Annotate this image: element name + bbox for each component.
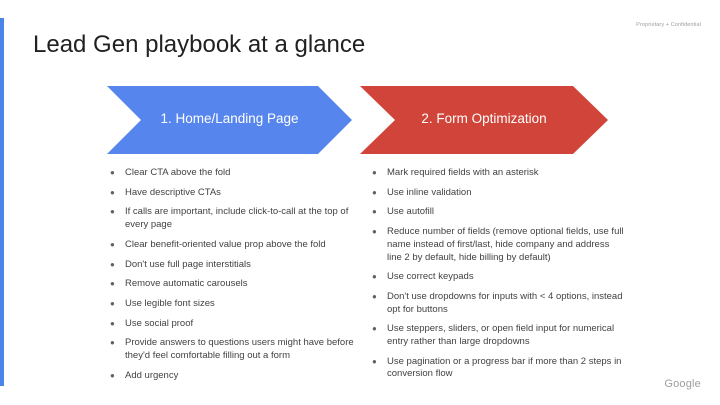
list-item: ● Use pagination or a progress bar if more than 2 steps in conversion flow: [372, 355, 622, 380]
confidential-label: Proprietary + Confidential: [636, 22, 701, 28]
list-item: ● Add urgency: [110, 369, 179, 381]
list-item: ● Clear benefit-oriented value prop above the fold: [110, 238, 326, 250]
list-item: ● Remove automatic carousels: [110, 278, 248, 290]
bullet-icon: ●: [372, 324, 377, 334]
bullet-icon: ●: [110, 187, 115, 197]
bullet-icon: ●: [372, 227, 377, 237]
slide-title: Lead Gen playbook at a glance: [33, 31, 366, 58]
bullet-icon: ●: [372, 272, 377, 282]
home-landing-list: [108, 167, 363, 389]
bullet-icon: ●: [110, 207, 115, 217]
chevron-home-landing-label: 1. Home/Landing Page: [160, 111, 299, 126]
list-item: ● Don't use dropdowns for inputs with < 4 options, instead opt for buttons: [372, 290, 623, 315]
bullet-icon: ●: [110, 239, 115, 249]
bullet-icon: ●: [372, 356, 377, 366]
bullet-icon: ●: [110, 298, 115, 308]
list-item: ● Use steppers, sliders, or open field input for numerical entry rather than large dropdowns: [372, 323, 615, 348]
bullet-icon: ●: [372, 187, 377, 197]
form-optimization-list: [370, 167, 625, 388]
list-item: ● If calls are important, include click-to-call at the top of every page: [110, 206, 349, 231]
list-item: ● Have descriptive CTAs: [110, 186, 221, 198]
bullet-icon: ●: [110, 279, 115, 289]
bullet-icon: ●: [372, 291, 377, 301]
list-item: ● Mark required fields with an asterisk: [372, 167, 539, 178]
list-item: ● Clear CTA above the fold: [110, 167, 231, 178]
list-item: ● Provide answers to questions users might have before they'd feel comfortable filling out a form: [110, 337, 354, 362]
list-item: ● Use legible font sizes: [110, 297, 215, 309]
bullet-icon: ●: [110, 259, 115, 269]
bullet-icon: ●: [110, 370, 115, 380]
list-item: ● Use correct keypads: [372, 271, 474, 283]
bullet-icon: ●: [110, 168, 115, 177]
list-item: ● Use inline validation: [372, 186, 472, 198]
list-item: ● Use autofill: [372, 206, 434, 218]
list-item: ● Reduce number of fields (remove optional fields, use full name instead of first/last, hide company and address line 2 by default, hide billing by default): [372, 226, 624, 263]
list-item: ● Use social proof: [110, 317, 194, 329]
bullet-icon: ●: [372, 207, 377, 217]
bullet-icon: ●: [372, 168, 377, 177]
bullet-icon: ●: [110, 318, 115, 328]
list-item: ● Don't use full page interstitials: [110, 258, 251, 270]
google-logo: Google: [664, 378, 701, 390]
bullet-icon: ●: [110, 338, 115, 348]
chevron-form-optimization-label: 2. Form Optimization: [421, 111, 547, 126]
